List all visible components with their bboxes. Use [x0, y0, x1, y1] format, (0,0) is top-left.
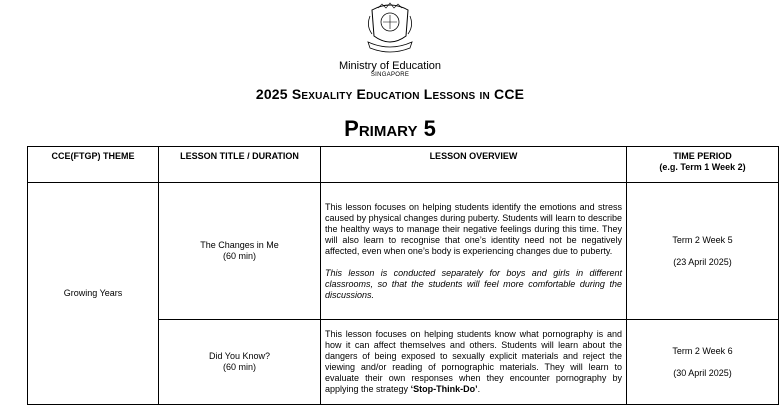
lesson-overview-cell	[321, 320, 627, 405]
lesson-overview-text	[325, 329, 622, 395]
lesson-title-cell	[159, 320, 321, 405]
moe-crest-icon	[364, 2, 416, 56]
lessons-table	[27, 146, 779, 405]
lesson-title-cell	[159, 183, 321, 320]
theme-cell: Growing Years	[28, 183, 159, 405]
column-header-time-period	[627, 147, 779, 183]
table-row	[28, 183, 779, 320]
lesson-overview-text: This lesson focuses on helping students identify the emotions and stress caused by physical changes during puberty. Students will learn to describe the healthy ways to manage their negative feelings during this time. They will also learn to recognise that one’s identity need not be negatively affected, even when one’s body is experiencing changes due to puberty.	[325, 201, 622, 256]
ministry-name: Ministry of Education	[338, 60, 442, 72]
time-period-date: (30 April 2025)	[673, 367, 732, 378]
time-period-cell	[627, 183, 779, 320]
time-period-example: (e.g. Term 1 Week 2)	[659, 162, 746, 172]
document-title: 2025 Sexuality Education Lessons in CCE	[255, 86, 525, 102]
time-period-date: (23 April 2025)	[673, 256, 732, 267]
lesson-title: The Changes in Me	[200, 240, 279, 250]
table-header-row	[28, 147, 779, 183]
lesson-duration: (60 min)	[222, 251, 256, 261]
time-period-cell	[627, 320, 779, 405]
time-period-term: Term 2 Week 6	[672, 345, 733, 356]
column-header-overview: LESSON OVERVIEW	[321, 147, 627, 183]
lesson-overview-body: This lesson focuses on helping students know what pornography is and how it can affect themselves and others. Students will learn about the dangers of being exposed to sexually explicit materials and reject the viewing and/or reading of pornographic materials. They will learn to evaluate their own responses when they encounter pornography by applying the strategy	[325, 329, 622, 394]
strategy-name: ‘Stop-Think-Do’	[410, 384, 478, 394]
time-period-label: TIME PERIOD	[673, 151, 732, 161]
level-title: Primary 5	[344, 116, 436, 141]
lesson-overview-note: This lesson is conducted separately for boys and girls in different classrooms, so that the students will feel more comfortable during the discussions.	[325, 267, 622, 300]
strategy-end: .	[477, 384, 481, 394]
lesson-duration: (60 min)	[222, 362, 256, 372]
lesson-overview-cell	[321, 183, 627, 320]
column-header-lesson-title: LESSON TITLE / DURATION	[159, 147, 321, 183]
ministry-country: SINGAPORE	[370, 72, 410, 78]
column-header-theme: CCE(FTGP) THEME	[28, 147, 159, 183]
lesson-title: Did You Know?	[208, 351, 271, 361]
time-period-term: Term 2 Week 5	[672, 234, 733, 245]
